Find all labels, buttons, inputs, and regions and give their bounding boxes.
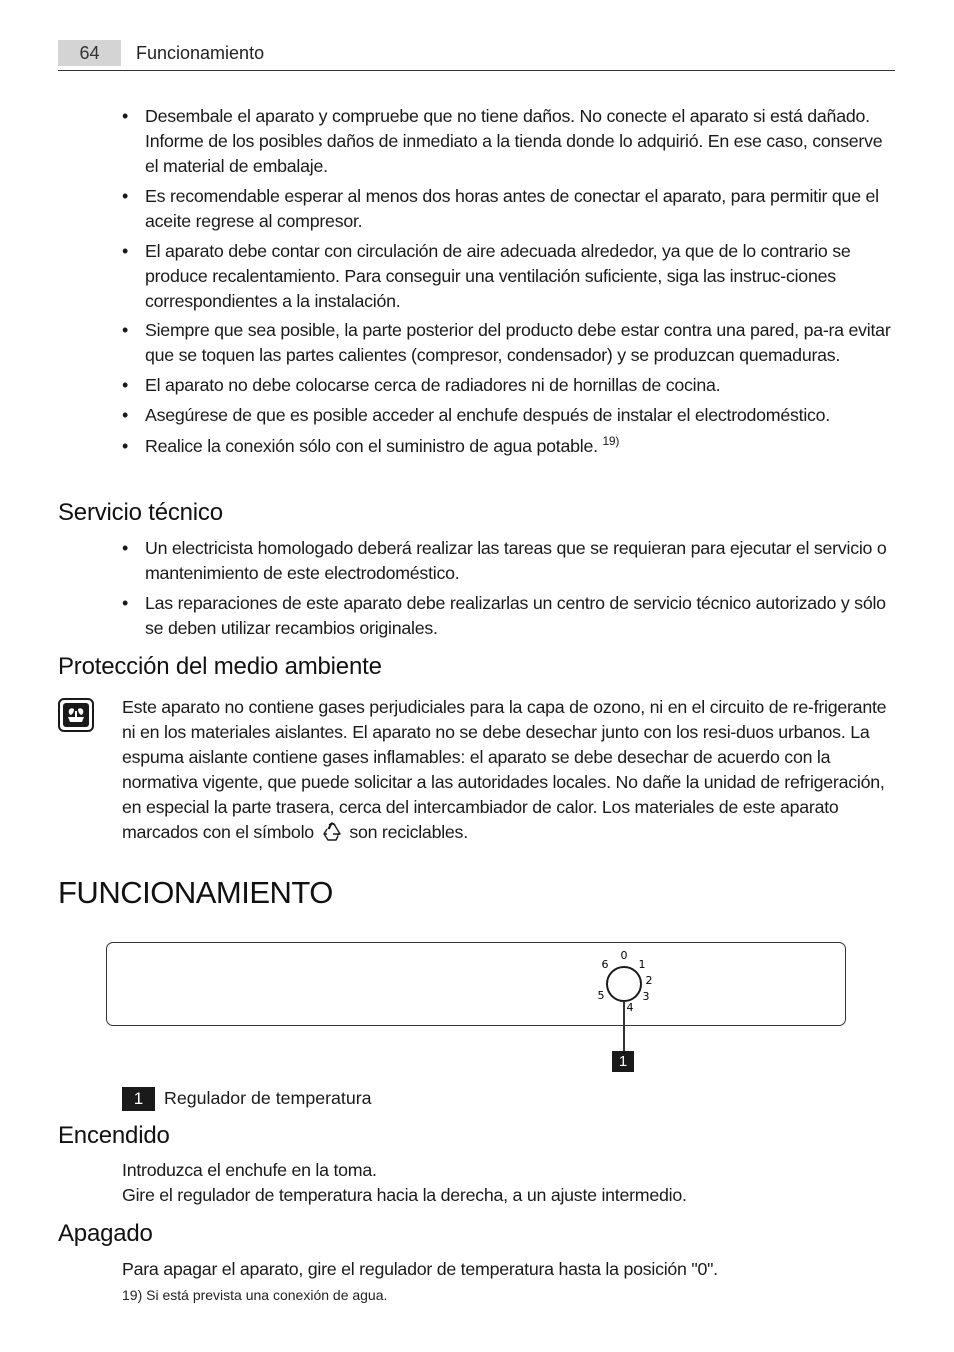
dial-label: 2 <box>645 974 653 987</box>
section-heading-encendido: Encendido <box>58 1122 170 1149</box>
list-item: • Realice la conexión sólo con el suministro de agua potable. $^{19)}$ <box>122 434 620 456</box>
footnote-reference: 19) <box>602 434 620 449</box>
list-item: • Es recomendable esperar al menos dos horas antes de conectar el aparato, para permitir que el aceite regrese al compresor. <box>122 185 879 231</box>
list-item: • Asegúrese de que es posible acceder al enchufe después de instalar el electrodoméstico. <box>122 404 831 425</box>
legend-label: Regulador de temperatura <box>164 1088 372 1108</box>
list-item: • El aparato debe contar con circulación de aire adecuada alrededor, ya que de lo contrario se produce recalentamiento. Para conseguir una ventilación suficiente, siga las instruc-ciones correspondientes a la instalación. <box>122 240 851 311</box>
safety-bullet-list <box>122 104 896 464</box>
dial-label: 5 <box>597 989 605 1002</box>
list-item: • Las reparaciones de este aparato debe realizarlas un centro de servicio técnico autorizado y sólo se deben utilizar recambios originales. <box>122 592 886 638</box>
control-panel-diagram <box>106 942 846 1026</box>
temperature-dial <box>590 946 660 1016</box>
section-heading-proteccion: Protección del medio ambiente <box>58 653 382 680</box>
dial-knob <box>607 967 641 1001</box>
header-rule <box>58 70 895 71</box>
dial-label: 0 <box>620 949 628 962</box>
list-item: • Siempre que sea posible, la parte posterior del producto debe estar contra una pared, pa-ra evitar que se toquen las partes calientes (compresor, condensador) y se produzcan quemaduras. <box>122 320 891 366</box>
dial-label: 1 <box>638 958 646 971</box>
apagado-paragraph: Para apagar el aparato, gire el regulador de temperatura hasta la posición "0". <box>122 1259 718 1279</box>
environment-info-icon <box>58 698 94 732</box>
dial-label: 4 <box>626 1001 634 1014</box>
dial-label: 3 <box>642 990 650 1003</box>
section-heading-apagado: Apagado <box>58 1220 153 1247</box>
callout-line <box>623 1001 625 1051</box>
list-item: • Desembale el aparato y compruebe que no tiene daños. No conecte el aparato si está dañado. Informe de los posibles daños de inmediato a la tienda donde lo adquirió. En ese caso, conserve el material de embalaje. <box>122 106 883 176</box>
footnote: 19) Si está prevista una conexión de agua. <box>122 1287 388 1303</box>
environment-paragraph: Este aparato no contiene gases perjudiciales para la capa de ozono, ni en el circuito de re-frigerante ni en los materiales aislantes. El aparato no se debe desechar junto con los resi-duos urbanos. La espuma aislante contiene gases inflamables: el aparato se debe desechar de acuerdo con la normativa vigente, que puede solicitar a las autoridades locales. No dañe la unidad de refrigeración, en especial la parte trasera, cerca del intercambiador de calor. Los materiales de este aparato marcados con el símbolo son reciclables. <box>122 695 896 849</box>
callout-number: 1 <box>612 1051 634 1072</box>
running-title: Funcionamiento <box>136 43 265 63</box>
chapter-title: FUNCIONAMIENTO <box>58 875 333 910</box>
encendido-line: Introduzca el enchufe en la toma. <box>122 1160 377 1180</box>
dial-label: 6 <box>601 958 609 971</box>
servicio-bullet-list <box>122 536 896 646</box>
encendido-line: Gire el regulador de temperatura hacia la derecha, a un ajuste intermedio. <box>122 1185 687 1205</box>
list-item: • Un electricista homologado deberá realizar las tareas que se requieran para ejecutar el servicio o mantenimiento de este electrodoméstico. <box>122 538 887 583</box>
list-item: • El aparato no debe colocarse cerca de radiadores ni de hornillas de cocina. <box>122 375 721 396</box>
legend-number: 1 <box>122 1087 155 1111</box>
recycle-icon <box>321 822 343 849</box>
page-number: 64 <box>58 40 121 66</box>
section-heading-servicio: Servicio técnico <box>58 499 223 526</box>
